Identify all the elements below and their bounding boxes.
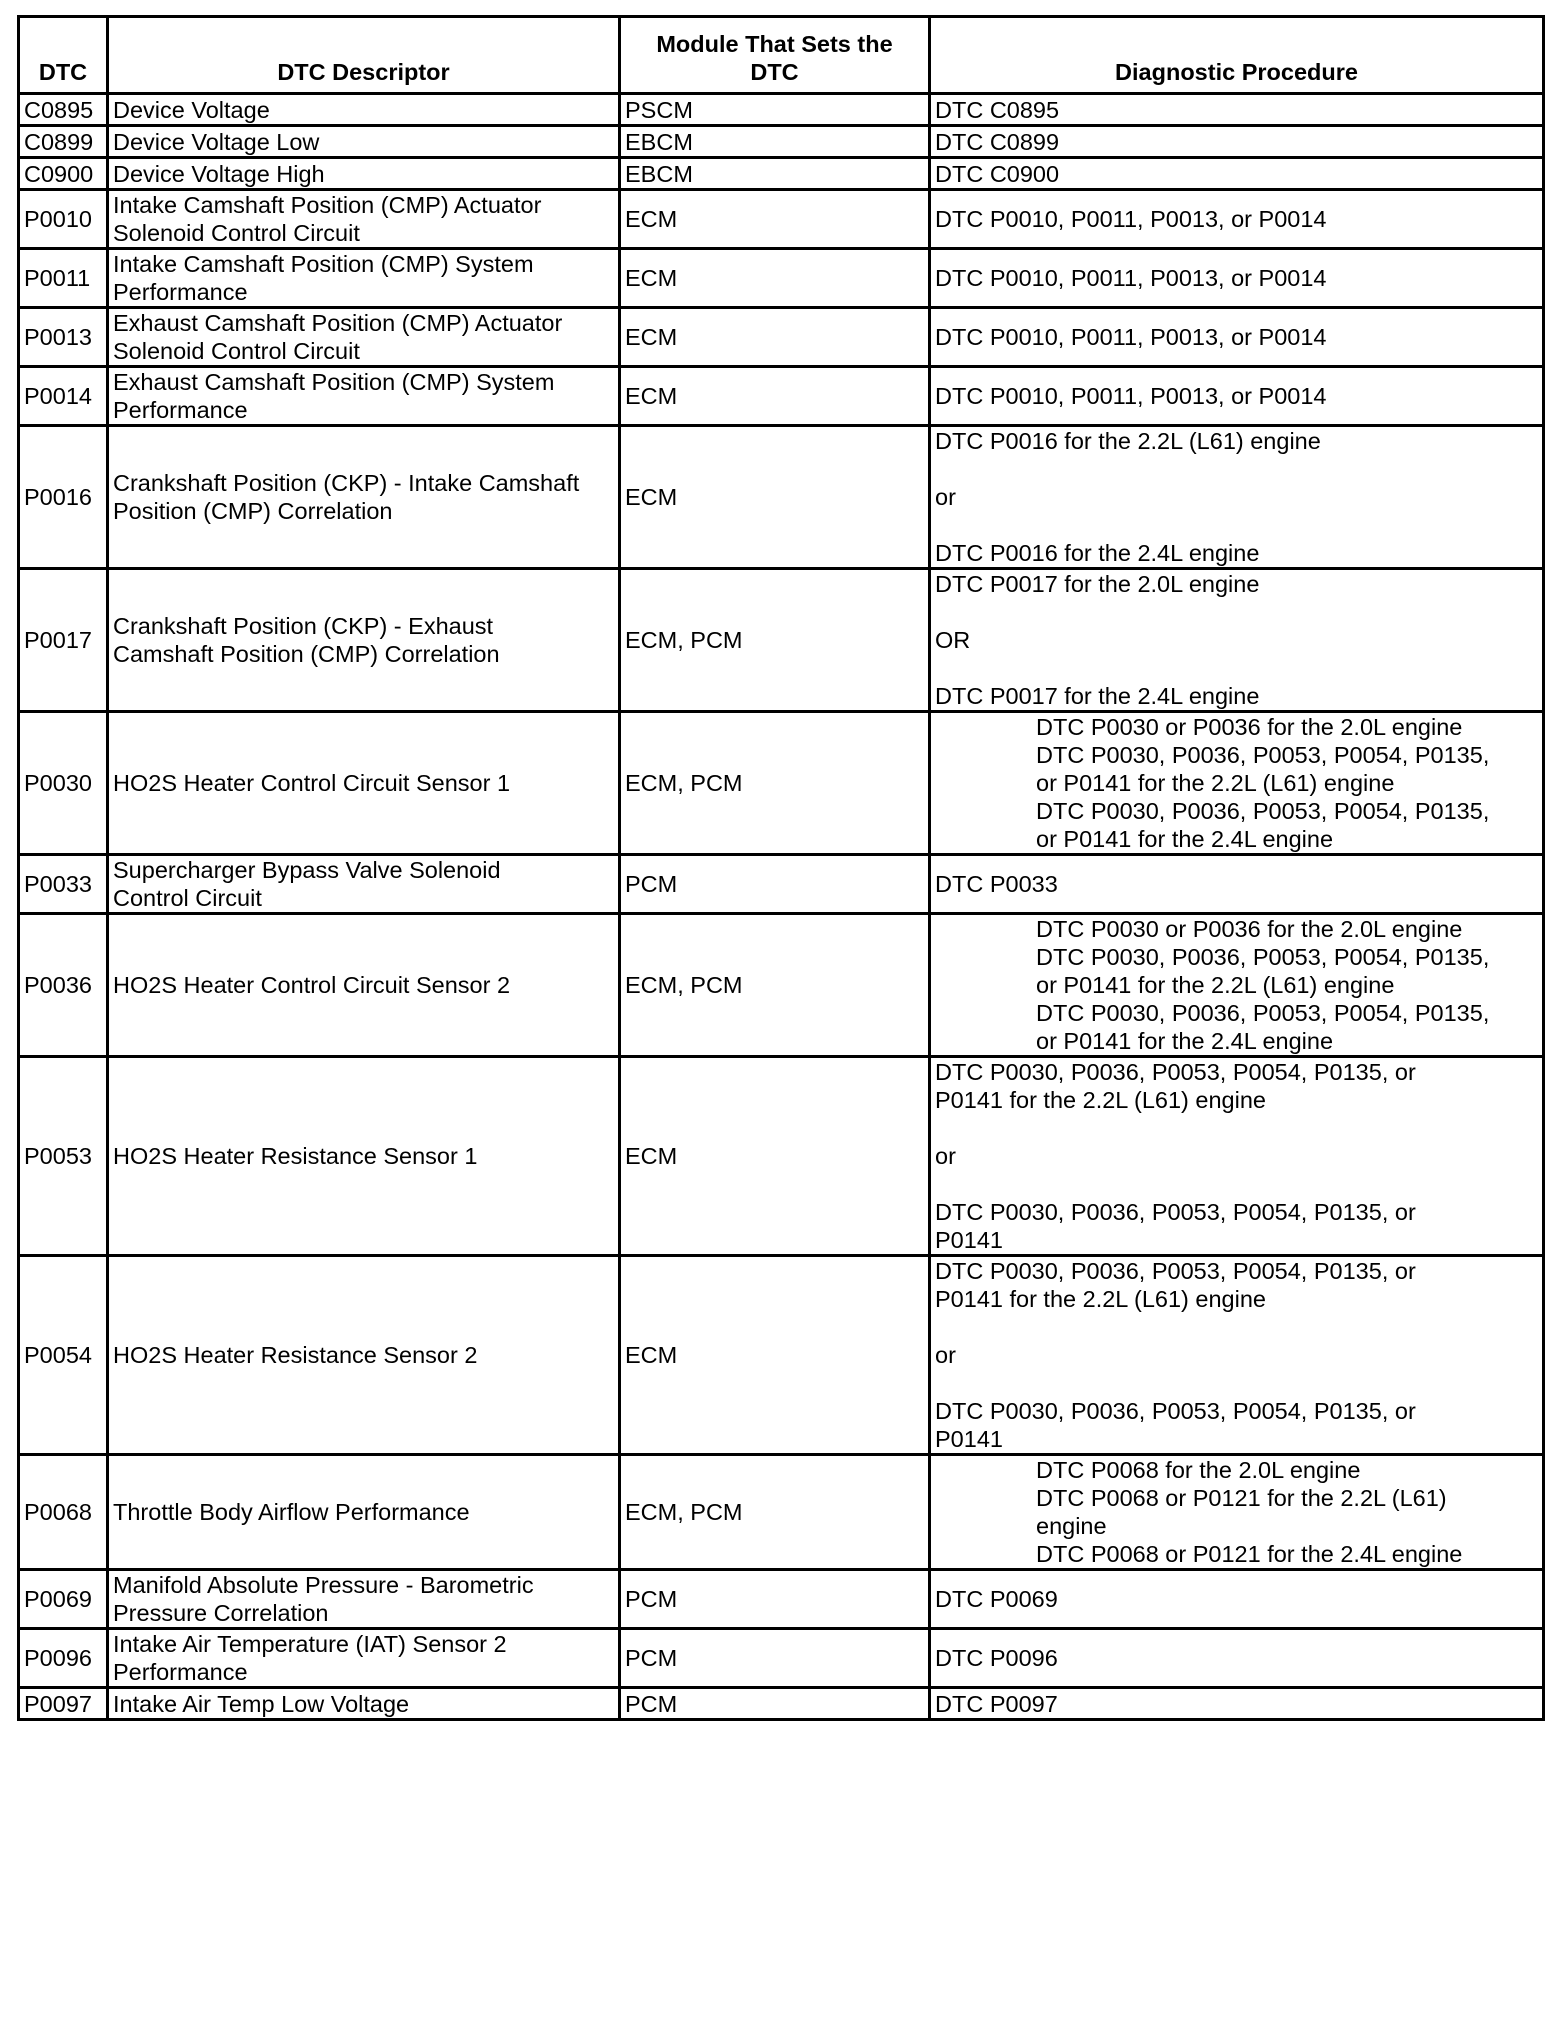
- dtc-descriptor-cell: Crankshaft Position (CKP) - Intake Camshaft Position (CMP) Correlation: [108, 426, 620, 569]
- dtc-code-cell: P0068: [19, 1455, 108, 1570]
- dtc-descriptor-cell: Exhaust Camshaft Position (CMP) System Performance: [108, 367, 620, 426]
- dtc-code-cell: P0053: [19, 1057, 108, 1256]
- dtc-table: [17, 15, 1545, 1721]
- module-cell: PCM: [620, 1570, 930, 1629]
- header-procedure: Diagnostic Procedure: [930, 17, 1544, 94]
- diagnostic-procedure-cell: DTC P0033: [930, 855, 1544, 914]
- module-cell: EBCM: [620, 126, 930, 158]
- dtc-descriptor-cell: Exhaust Camshaft Position (CMP) Actuator Solenoid Control Circuit: [108, 308, 620, 367]
- diagnostic-procedure-cell: DTC P0030, P0036, P0053, P0054, P0135, or P0141 for the 2.2L (L61) engine or DTC P0030, P0036, P0053, P0054, P0135, or P0141: [930, 1057, 1544, 1256]
- dtc-code-cell: P0011: [19, 249, 108, 308]
- table-row: [19, 1256, 1544, 1455]
- diagnostic-procedure-cell: DTC P0010, P0011, P0013, or P0014: [930, 367, 1544, 426]
- table-body: [19, 94, 1544, 1720]
- dtc-code-cell: C0900: [19, 158, 108, 190]
- module-cell: ECM, PCM: [620, 914, 930, 1057]
- table-row: [19, 1057, 1544, 1256]
- table-row: [19, 426, 1544, 569]
- dtc-descriptor-cell: Device Voltage High: [108, 158, 620, 190]
- diagnostic-procedure-cell: DTC P0030, P0036, P0053, P0054, P0135, or P0141 for the 2.2L (L61) engine or DTC P0030, P0036, P0053, P0054, P0135, or P0141: [930, 1256, 1544, 1455]
- diagnostic-procedure-cell: DTC P0097: [930, 1688, 1544, 1720]
- dtc-code-cell: C0899: [19, 126, 108, 158]
- module-cell: ECM, PCM: [620, 1455, 930, 1570]
- table-header: [19, 17, 1544, 94]
- dtc-descriptor-cell: Throttle Body Airflow Performance: [108, 1455, 620, 1570]
- diagnostic-procedure-cell: DTC P0030 or P0036 for the 2.0L engine DTC P0030, P0036, P0053, P0054, P0135, or P0141 for the 2.2L (L61) engine DTC P0030, P0036, P0053, P0054, P0135, or P0141 for the 2.4L engine: [930, 914, 1544, 1057]
- dtc-code-cell: P0010: [19, 190, 108, 249]
- dtc-code-cell: P0017: [19, 569, 108, 712]
- dtc-descriptor-cell: HO2S Heater Control Circuit Sensor 2: [108, 914, 620, 1057]
- diagnostic-procedure-cell: DTC P0010, P0011, P0013, or P0014: [930, 249, 1544, 308]
- dtc-descriptor-cell: Intake Air Temp Low Voltage: [108, 1688, 620, 1720]
- diagnostic-procedure-cell: DTC C0895: [930, 94, 1544, 126]
- table-row: [19, 1570, 1544, 1629]
- table-row: [19, 855, 1544, 914]
- table-row: [19, 308, 1544, 367]
- table-row: [19, 712, 1544, 855]
- diagnostic-procedure-cell: DTC P0010, P0011, P0013, or P0014: [930, 308, 1544, 367]
- module-cell: ECM: [620, 426, 930, 569]
- diagnostic-procedure-cell: DTC P0010, P0011, P0013, or P0014: [930, 190, 1544, 249]
- table-row: [19, 190, 1544, 249]
- dtc-descriptor-cell: Supercharger Bypass Valve Solenoid Control Circuit: [108, 855, 620, 914]
- table-row: [19, 367, 1544, 426]
- diagnostic-procedure-cell: DTC P0030 or P0036 for the 2.0L engine DTC P0030, P0036, P0053, P0054, P0135, or P0141 for the 2.2L (L61) engine DTC P0030, P0036, P0053, P0054, P0135, or P0141 for the 2.4L engine: [930, 712, 1544, 855]
- diagnostic-procedure-cell: DTC C0900: [930, 158, 1544, 190]
- dtc-code-cell: P0096: [19, 1629, 108, 1688]
- dtc-code-cell: P0030: [19, 712, 108, 855]
- module-cell: PCM: [620, 1629, 930, 1688]
- table-row: [19, 1629, 1544, 1688]
- module-cell: EBCM: [620, 158, 930, 190]
- table-row: [19, 158, 1544, 190]
- dtc-descriptor-cell: HO2S Heater Resistance Sensor 2: [108, 1256, 620, 1455]
- table-row: [19, 1455, 1544, 1570]
- dtc-code-cell: P0069: [19, 1570, 108, 1629]
- dtc-descriptor-cell: Intake Camshaft Position (CMP) Actuator Solenoid Control Circuit: [108, 190, 620, 249]
- module-cell: ECM, PCM: [620, 569, 930, 712]
- diagnostic-procedure-cell: DTC P0017 for the 2.0L engine OR DTC P0017 for the 2.4L engine: [930, 569, 1544, 712]
- table-row: [19, 914, 1544, 1057]
- dtc-code-cell: C0895: [19, 94, 108, 126]
- header-module: Module That Sets the DTC: [620, 17, 930, 94]
- dtc-code-cell: P0033: [19, 855, 108, 914]
- module-cell: PSCM: [620, 94, 930, 126]
- dtc-descriptor-cell: Device Voltage: [108, 94, 620, 126]
- header-descriptor: DTC Descriptor: [108, 17, 620, 94]
- dtc-descriptor-cell: Manifold Absolute Pressure - Barometric Pressure Correlation: [108, 1570, 620, 1629]
- module-cell: ECM: [620, 1256, 930, 1455]
- dtc-code-cell: P0016: [19, 426, 108, 569]
- dtc-descriptor-cell: Intake Camshaft Position (CMP) System Performance: [108, 249, 620, 308]
- module-cell: ECM: [620, 367, 930, 426]
- module-cell: ECM: [620, 308, 930, 367]
- table-row: [19, 569, 1544, 712]
- diagnostic-procedure-cell: DTC P0068 for the 2.0L engine DTC P0068 or P0121 for the 2.2L (L61) engine DTC P0068 or P0121 for the 2.4L engine: [930, 1455, 1544, 1570]
- dtc-code-cell: P0014: [19, 367, 108, 426]
- dtc-code-cell: P0054: [19, 1256, 108, 1455]
- dtc-descriptor-cell: Intake Air Temperature (IAT) Sensor 2 Performance: [108, 1629, 620, 1688]
- module-cell: ECM, PCM: [620, 712, 930, 855]
- table-row: [19, 249, 1544, 308]
- header-row: [19, 17, 1544, 94]
- table-row: [19, 1688, 1544, 1720]
- module-cell: PCM: [620, 1688, 930, 1720]
- diagnostic-procedure-cell: DTC P0069: [930, 1570, 1544, 1629]
- table-row: [19, 94, 1544, 126]
- module-cell: ECM: [620, 190, 930, 249]
- module-cell: ECM: [620, 1057, 930, 1256]
- module-cell: ECM: [620, 249, 930, 308]
- module-cell: PCM: [620, 855, 930, 914]
- dtc-descriptor-cell: Crankshaft Position (CKP) - Exhaust Camshaft Position (CMP) Correlation: [108, 569, 620, 712]
- dtc-descriptor-cell: Device Voltage Low: [108, 126, 620, 158]
- header-dtc: DTC: [19, 17, 108, 94]
- dtc-descriptor-cell: HO2S Heater Control Circuit Sensor 1: [108, 712, 620, 855]
- table-row: [19, 126, 1544, 158]
- diagnostic-procedure-cell: DTC P0016 for the 2.2L (L61) engine or DTC P0016 for the 2.4L engine: [930, 426, 1544, 569]
- dtc-descriptor-cell: HO2S Heater Resistance Sensor 1: [108, 1057, 620, 1256]
- dtc-code-cell: P0097: [19, 1688, 108, 1720]
- diagnostic-procedure-cell: DTC P0096: [930, 1629, 1544, 1688]
- diagnostic-procedure-cell: DTC C0899: [930, 126, 1544, 158]
- dtc-code-cell: P0013: [19, 308, 108, 367]
- dtc-code-cell: P0036: [19, 914, 108, 1057]
